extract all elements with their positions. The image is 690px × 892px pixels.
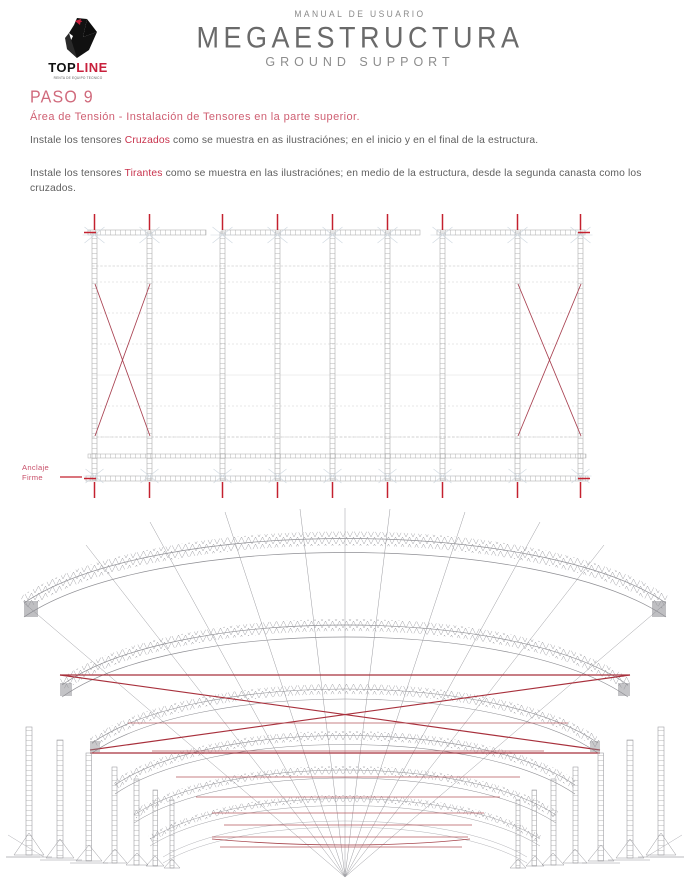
step-subtitle: Área de Tensión - Instalación de Tensores en la parte superior.: [30, 110, 360, 123]
brand-word-top: TOP: [48, 60, 77, 75]
brand-tagline: RENTA DE EQUIPO TECNICO: [53, 75, 103, 81]
step-number: PASO 9: [30, 88, 94, 107]
instructions-body: [30, 133, 666, 214]
brand-wordmark: [28, 61, 128, 74]
manual-subtitle: GROUND SUPPORT: [265, 55, 455, 70]
document-title-block: [150, 10, 570, 69]
p1-highlight: Cruzados: [124, 135, 171, 146]
elevation-cross-tension-braces: [95, 284, 581, 436]
page-header: [0, 0, 690, 84]
anchor-label-line1: Anclaje: [22, 463, 50, 472]
brand-word-line: LINE: [76, 60, 108, 75]
p2-highlight: Tirantes: [124, 168, 163, 179]
manual-kicker: MANUAL DE USUARIO: [294, 8, 426, 20]
anchor-callout: [22, 463, 82, 482]
elevation-columns: [92, 232, 583, 480]
perspective-3d-figure: [0, 495, 690, 890]
brand-logo: [28, 16, 128, 80]
topline-checkmark-logo-icon: [47, 16, 109, 60]
instruction-paragraph-2: [30, 166, 666, 196]
manual-title: MEGAESTRUCTURA: [196, 21, 524, 54]
step-heading-block: [30, 88, 660, 124]
elevation-horizontal-rails: [86, 230, 588, 481]
p2-before: Instale los tensores: [30, 168, 125, 179]
p2-after: como se muestra en las ilustraciónes; en medio de la estructura, desde la segunda canasta como los cruzados.: [30, 168, 642, 194]
anchor-label-line2: Firme: [22, 473, 43, 482]
instruction-paragraph-1: [30, 133, 666, 148]
p1-after: como se muestra en as ilustraciónes; en el inicio y en el final de la estructura.: [170, 135, 539, 146]
p1-before: Instale los tensores: [30, 135, 125, 146]
elevation-plan-figure: [0, 208, 690, 498]
